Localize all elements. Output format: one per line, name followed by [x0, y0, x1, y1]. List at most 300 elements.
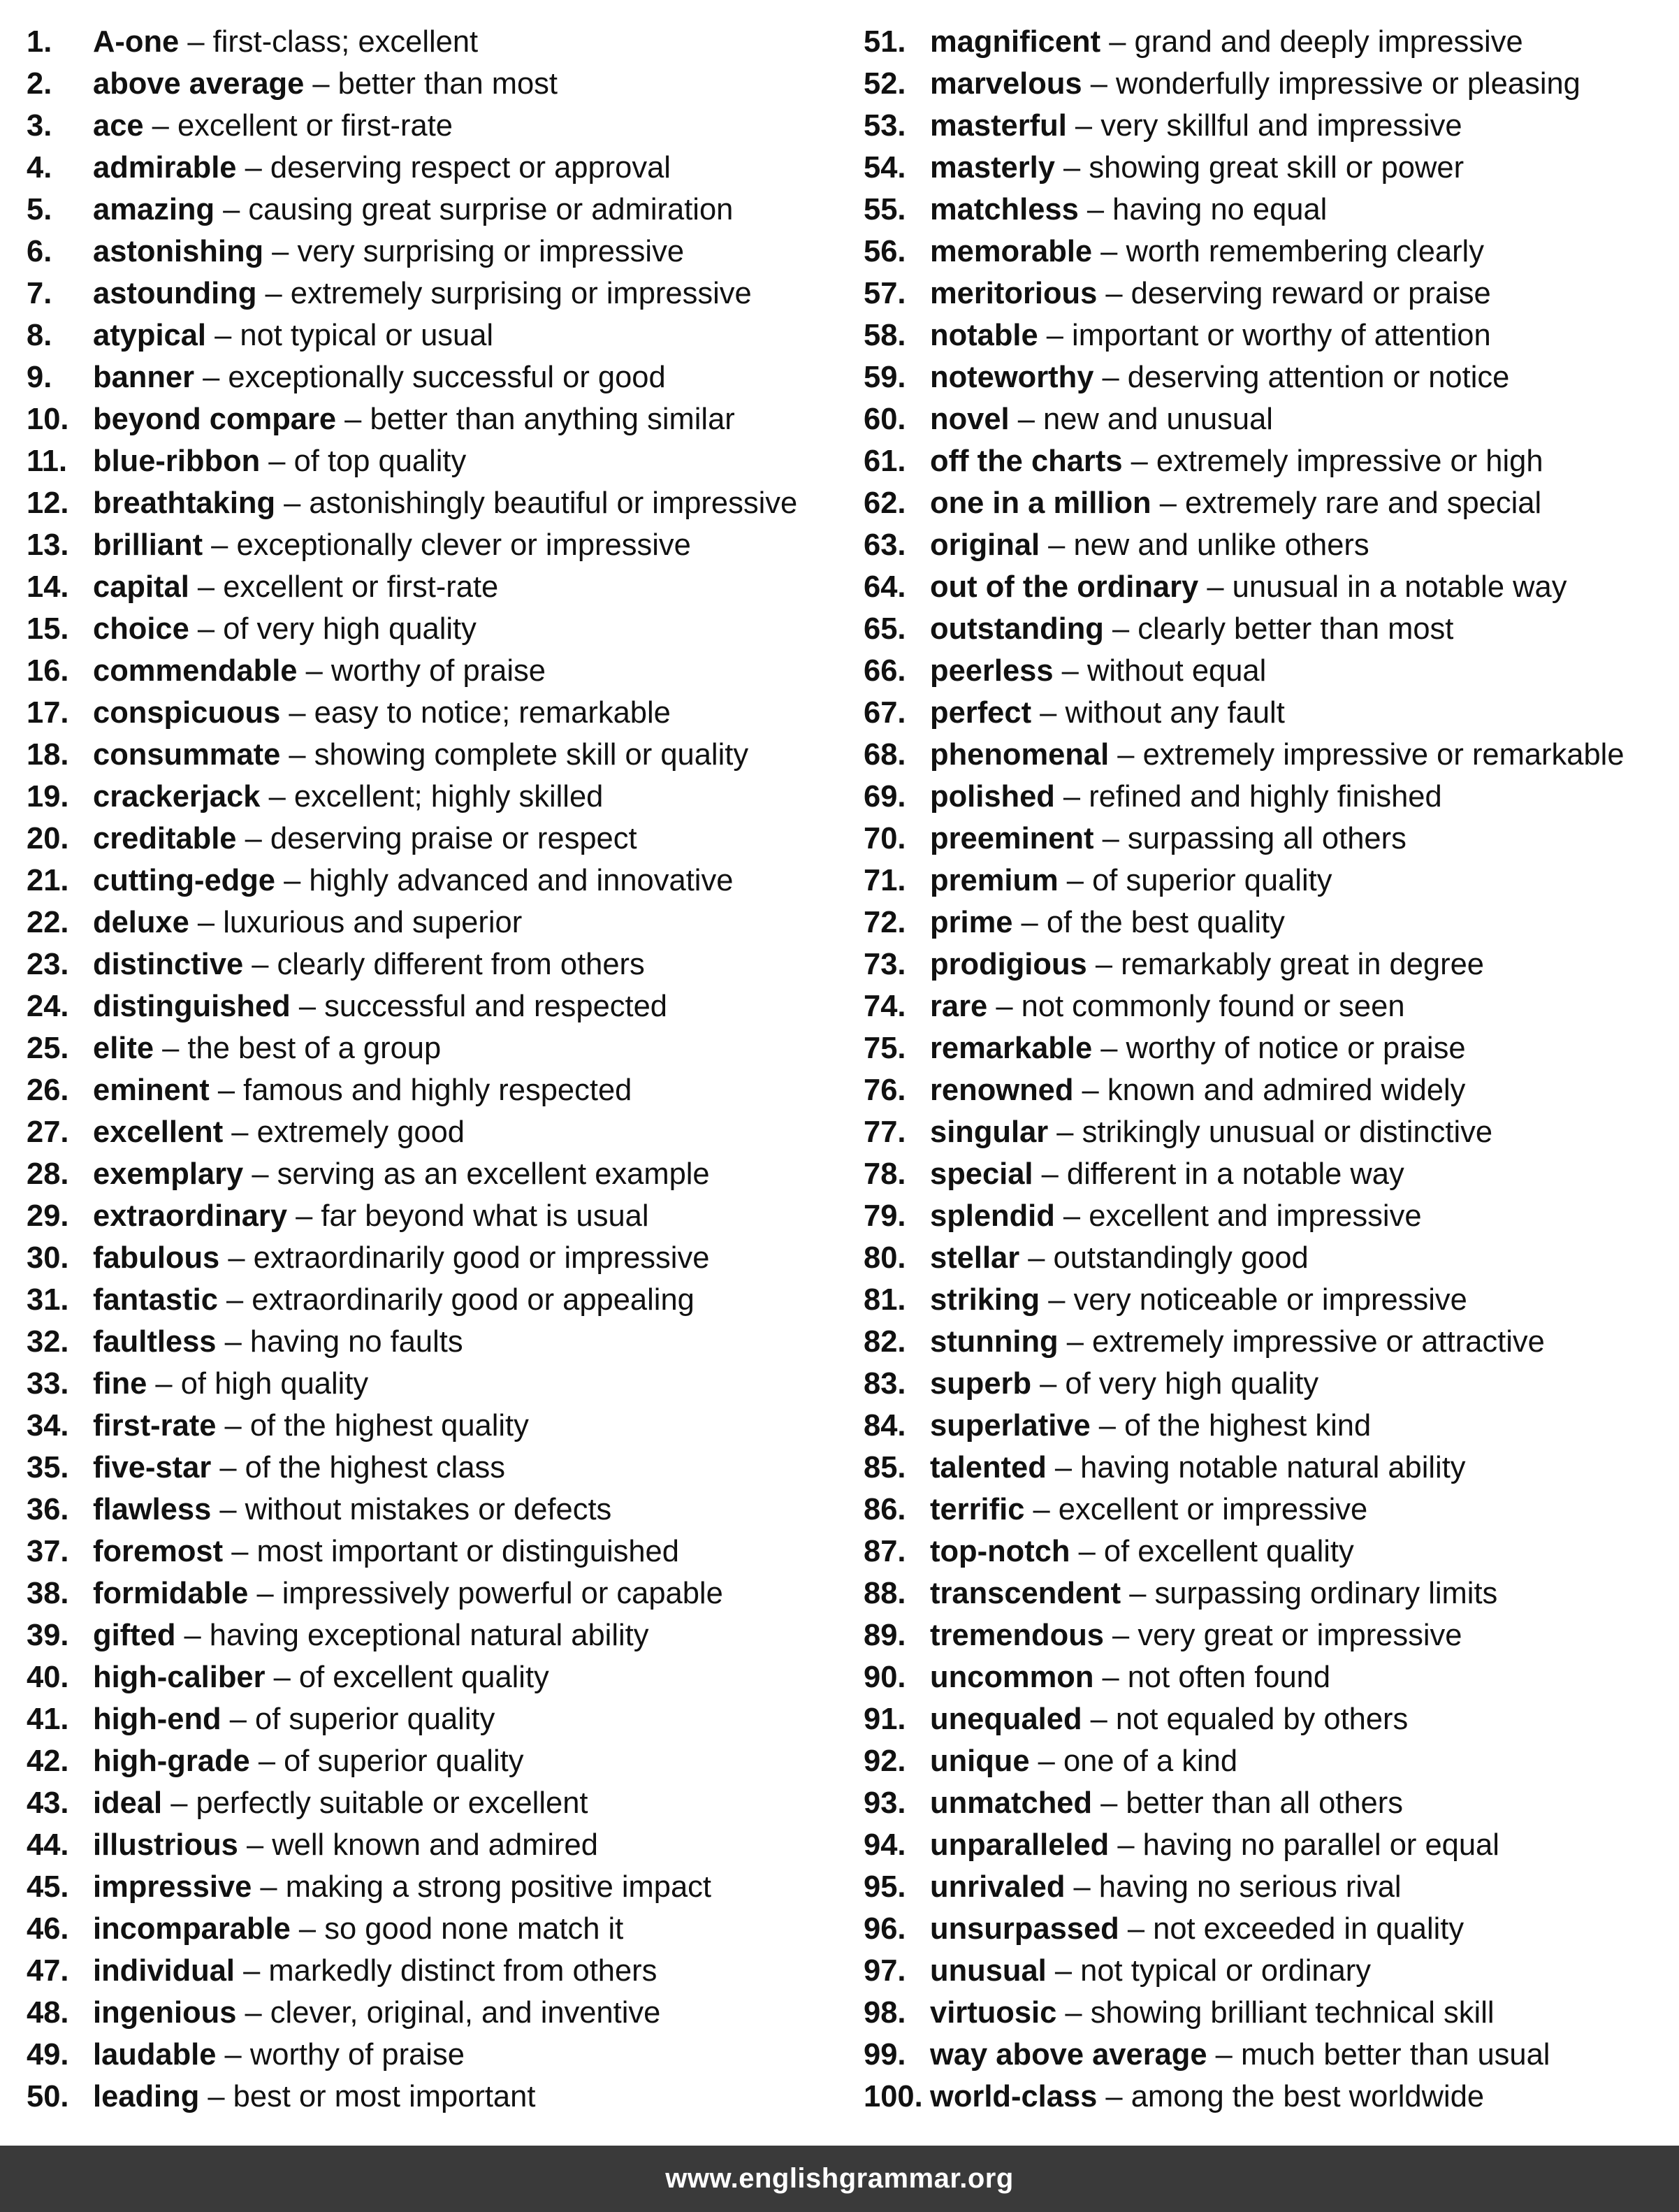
list-item [864, 734, 1679, 776]
item-term: distinguished [93, 990, 291, 1023]
item-separator: – [1054, 1199, 1089, 1233]
item-number: 18. [27, 738, 69, 772]
item-content [93, 1279, 695, 1321]
item-definition: among the best worldwide [1131, 2080, 1485, 2113]
item-term: distinctive [93, 948, 244, 981]
item-content [930, 21, 1523, 63]
item-term: singular [930, 1115, 1049, 1149]
list-item [864, 1656, 1679, 1698]
item-number: 17. [27, 696, 69, 730]
item-separator: – [1033, 1157, 1067, 1191]
list-item [27, 315, 886, 356]
item-number: 87. [864, 1535, 906, 1568]
item-content [930, 273, 1491, 315]
item-term: flawless [93, 1493, 212, 1526]
list-item [864, 356, 1679, 398]
item-separator: – [243, 948, 277, 981]
list-item [27, 650, 886, 692]
item-separator: – [1086, 948, 1121, 981]
item-definition: of superior quality [1092, 864, 1332, 897]
item-content [93, 105, 453, 147]
item-definition: of high quality [180, 1367, 369, 1401]
item-term: way above average [930, 2038, 1207, 2072]
list-item [27, 566, 886, 608]
item-content [93, 1027, 441, 1069]
item-content [93, 985, 667, 1027]
item-content [930, 1111, 1492, 1153]
item-separator: – [304, 67, 338, 101]
item-number: 85. [864, 1451, 906, 1484]
item-definition: without any fault [1065, 696, 1285, 730]
item-term: capital [93, 570, 189, 604]
item-separator: – [1019, 1241, 1054, 1275]
item-number: 97. [864, 1954, 906, 1988]
item-definition: grand and deeply impressive [1134, 25, 1523, 59]
item-separator: – [1082, 1703, 1116, 1736]
list-item [27, 1740, 886, 1782]
item-content [93, 1950, 657, 1992]
item-separator: – [236, 1996, 270, 2030]
item-term: one in a million [930, 486, 1151, 520]
item-number: 31. [27, 1283, 69, 1317]
item-definition: having no serious rival [1098, 1870, 1402, 1904]
item-separator: – [243, 1157, 277, 1191]
item-number: 76. [864, 1074, 906, 1107]
list-item [864, 273, 1679, 315]
list-item [864, 1573, 1679, 1614]
item-term: above average [93, 67, 305, 101]
item-content [930, 1195, 1422, 1237]
list-item [27, 1153, 886, 1195]
item-number: 46. [27, 1912, 69, 1946]
item-term: masterful [930, 109, 1067, 143]
item-definition: successful and respected [324, 990, 667, 1023]
item-term: superb [930, 1367, 1032, 1401]
item-definition: making a strong positive impact [285, 1870, 711, 1904]
item-definition: deserving reward or praise [1131, 277, 1491, 310]
item-separator: – [1053, 654, 1087, 688]
list-item [27, 1027, 886, 1069]
item-content [93, 1656, 549, 1698]
item-content [930, 398, 1273, 440]
item-separator: – [260, 444, 294, 478]
item-number: 19. [27, 780, 69, 814]
item-content [93, 440, 466, 482]
item-content [93, 650, 546, 692]
list-item [27, 2034, 886, 2076]
item-term: unique [930, 1744, 1030, 1778]
item-term: elite [93, 1032, 154, 1065]
item-definition: not often found [1127, 1661, 1331, 1694]
item-separator: – [280, 738, 314, 772]
item-content [930, 2076, 1484, 2118]
list-item [27, 608, 886, 650]
item-number: 98. [864, 1996, 906, 2030]
item-content [93, 860, 733, 902]
item-number: 1. [27, 25, 52, 59]
item-number: 15. [27, 612, 69, 646]
item-term: stellar [930, 1241, 1020, 1275]
item-definition: one of a kind [1063, 1744, 1238, 1778]
item-separator: – [1207, 2038, 1241, 2072]
item-content [930, 1489, 1367, 1531]
item-definition: excellent or first-rate [223, 570, 499, 604]
item-definition: so good none match it [324, 1912, 624, 1946]
item-separator: – [1109, 1828, 1143, 1862]
item-number: 23. [27, 948, 69, 981]
item-content [93, 1405, 529, 1447]
item-number: 49. [27, 2038, 69, 2072]
item-content [93, 1531, 679, 1573]
item-content [930, 2034, 1550, 2076]
item-content [930, 1782, 1403, 1824]
item-term: memorable [930, 235, 1093, 268]
item-content [930, 902, 1285, 944]
item-definition: deserving praise or respect [270, 822, 637, 855]
item-separator: – [147, 1367, 181, 1401]
list-item [864, 1740, 1679, 1782]
item-content [930, 440, 1543, 482]
item-number: 38. [27, 1577, 69, 1610]
item-content [93, 1111, 465, 1153]
list-item [27, 1489, 886, 1531]
list-item [864, 818, 1679, 860]
item-term: fabulous [93, 1241, 220, 1275]
list-item [864, 524, 1679, 566]
item-number: 78. [864, 1157, 906, 1191]
item-definition: causing great surprise or admiration [248, 193, 734, 226]
item-number: 84. [864, 1409, 906, 1443]
item-separator: – [206, 319, 240, 352]
item-term: preeminent [930, 822, 1094, 855]
item-term: unusual [930, 1954, 1047, 1988]
list-item [27, 63, 886, 105]
item-number: 77. [864, 1115, 906, 1149]
item-definition: of excellent quality [1103, 1535, 1354, 1568]
item-separator: – [1151, 486, 1185, 520]
list-item [864, 1992, 1679, 2034]
item-term: virtuosic [930, 1996, 1057, 2030]
item-term: world-class [930, 2080, 1098, 2113]
item-number: 60. [864, 403, 906, 436]
item-term: novel [930, 403, 1010, 436]
list-item [27, 1908, 886, 1950]
item-definition: of very high quality [223, 612, 477, 646]
item-definition: without mistakes or defects [245, 1493, 612, 1526]
item-number: 16. [27, 654, 69, 688]
item-content [93, 566, 498, 608]
list-item [864, 692, 1679, 734]
item-separator: – [1092, 1032, 1126, 1065]
list-item [864, 21, 1679, 63]
item-definition: luxurious and superior [223, 906, 523, 939]
item-separator: – [211, 1493, 245, 1526]
item-number: 7. [27, 277, 52, 310]
item-content [93, 944, 645, 985]
list-item [864, 2034, 1679, 2076]
item-definition: showing great skill or power [1089, 151, 1464, 185]
item-definition: surpassing ordinary limits [1154, 1577, 1498, 1610]
list-item [27, 734, 886, 776]
item-definition: outstandingly good [1053, 1241, 1309, 1275]
item-content [930, 650, 1266, 692]
item-number: 56. [864, 235, 906, 268]
item-number: 3. [27, 109, 52, 143]
item-separator: – [252, 1870, 286, 1904]
item-definition: excellent; highly skilled [293, 780, 604, 814]
item-separator: – [1009, 403, 1043, 436]
item-definition: new and unusual [1043, 403, 1273, 436]
item-definition: having notable natural ability [1080, 1451, 1466, 1484]
item-definition: astonishingly beautiful or impressive [309, 486, 798, 520]
item-term: formidable [93, 1577, 249, 1610]
item-number: 58. [864, 319, 906, 352]
item-number: 61. [864, 444, 906, 478]
item-definition: of very high quality [1065, 1367, 1319, 1401]
item-content [93, 1447, 505, 1489]
item-number: 80. [864, 1241, 906, 1275]
item-number: 14. [27, 570, 69, 604]
item-definition: not exceeded in quality [1153, 1912, 1464, 1946]
list-item [27, 2076, 886, 2118]
item-definition: first-class; excellent [212, 25, 479, 59]
list-item [27, 860, 886, 902]
item-content [93, 1740, 523, 1782]
list-item [27, 985, 886, 1027]
list-item [864, 189, 1679, 231]
item-separator: – [209, 1074, 244, 1107]
item-term: laudable [93, 2038, 217, 2072]
item-number: 55. [864, 193, 906, 226]
item-number: 73. [864, 948, 906, 981]
item-separator: – [189, 612, 224, 646]
item-definition: important or worthy of attention [1072, 319, 1491, 352]
list-item [864, 985, 1679, 1027]
item-number: 29. [27, 1199, 69, 1233]
list-item [864, 1363, 1679, 1405]
item-content [930, 189, 1327, 231]
list-item [864, 1782, 1679, 1824]
item-separator: – [1046, 1954, 1081, 1988]
item-separator: – [1103, 1619, 1138, 1652]
list-item [864, 1698, 1679, 1740]
list-item [27, 1279, 886, 1321]
item-definition: of superior quality [255, 1703, 495, 1736]
item-number: 43. [27, 1786, 69, 1820]
item-definition: known and admired widely [1107, 1074, 1466, 1107]
item-definition: showing brilliant technical skill [1090, 1996, 1495, 2030]
item-separator: – [179, 25, 213, 59]
item-number: 4. [27, 151, 52, 185]
list-item [27, 1866, 886, 1908]
list-item [864, 1153, 1679, 1195]
item-number: 36. [27, 1493, 69, 1526]
item-separator: – [203, 528, 237, 562]
item-term: exemplary [93, 1157, 244, 1191]
item-content [930, 147, 1464, 189]
list-item [864, 1824, 1679, 1866]
item-definition: deserving respect or approval [270, 151, 671, 185]
item-content [93, 1237, 709, 1279]
item-separator: – [336, 403, 370, 436]
item-number: 10. [27, 403, 69, 436]
item-number: 69. [864, 780, 906, 814]
item-number: 34. [27, 1409, 69, 1443]
list-item [27, 1531, 886, 1573]
item-definition: clever, original, and inventive [270, 1996, 661, 2030]
item-number: 20. [27, 822, 69, 855]
item-term: astonishing [93, 235, 264, 268]
item-separator: – [1054, 780, 1089, 814]
item-term: five-star [93, 1451, 212, 1484]
item-term: terrific [930, 1493, 1025, 1526]
item-number: 35. [27, 1451, 69, 1484]
item-definition: surpassing all others [1127, 822, 1407, 855]
item-definition: better than anything similar [370, 403, 735, 436]
item-number: 89. [864, 1619, 906, 1652]
item-content [930, 1153, 1404, 1195]
item-definition: without equal [1086, 654, 1267, 688]
item-number: 44. [27, 1828, 69, 1862]
list-item [27, 1698, 886, 1740]
item-number: 65. [864, 612, 906, 646]
list-item [864, 902, 1679, 944]
item-separator: – [216, 2038, 250, 2072]
item-term: cutting-edge [93, 864, 275, 897]
item-content [93, 902, 522, 944]
list-item [27, 147, 886, 189]
item-term: uncommon [930, 1661, 1094, 1694]
list-item [27, 1782, 886, 1824]
item-number: 68. [864, 738, 906, 772]
item-content [93, 1573, 723, 1614]
item-separator: – [221, 1703, 255, 1736]
item-definition: clearly better than most [1137, 612, 1454, 646]
item-separator: – [290, 990, 325, 1023]
item-number: 5. [27, 193, 52, 226]
item-separator: – [1109, 738, 1143, 772]
footer-bar [0, 2146, 1679, 2212]
item-term: talented [930, 1451, 1047, 1484]
list-item [864, 105, 1679, 147]
item-number: 79. [864, 1199, 906, 1233]
item-separator: – [260, 780, 294, 814]
item-term: outstanding [930, 612, 1104, 646]
item-separator: – [1082, 67, 1116, 101]
item-separator: – [297, 654, 331, 688]
list-item [864, 315, 1679, 356]
item-content [93, 1153, 710, 1195]
item-number: 12. [27, 486, 69, 520]
item-number: 91. [864, 1703, 906, 1736]
item-definition: perfectly suitable or excellent [196, 1786, 588, 1820]
item-separator: – [223, 1115, 257, 1149]
item-definition: much better than usual [1240, 2038, 1550, 2072]
list-item [864, 2076, 1679, 2118]
item-number: 48. [27, 1996, 69, 2030]
list-item [27, 1111, 886, 1153]
item-term: commendable [93, 654, 298, 688]
item-content [930, 231, 1484, 273]
item-term: ideal [93, 1786, 163, 1820]
list-item [864, 1111, 1679, 1153]
item-content [93, 482, 797, 524]
item-definition: impressively powerful or capable [282, 1577, 723, 1610]
list-item [864, 566, 1679, 608]
item-definition: of excellent quality [298, 1661, 549, 1694]
item-separator: – [1058, 1325, 1092, 1359]
item-number: 63. [864, 528, 906, 562]
item-definition: worthy of praise [330, 654, 546, 688]
item-separator: – [1031, 1367, 1066, 1401]
item-content [930, 315, 1491, 356]
item-separator: – [1078, 193, 1113, 226]
item-content [93, 2076, 535, 2118]
item-definition: highly advanced and innovative [309, 864, 734, 897]
list-item [864, 650, 1679, 692]
item-number: 42. [27, 1744, 69, 1778]
item-term: transcendent [930, 1577, 1121, 1610]
item-separator: – [263, 235, 298, 268]
item-definition: best or most important [233, 2080, 536, 2113]
item-number: 92. [864, 1744, 906, 1778]
item-term: brilliant [93, 528, 203, 562]
item-separator: – [143, 109, 177, 143]
item-content [930, 1740, 1237, 1782]
list-item [27, 273, 886, 315]
item-content [93, 1992, 660, 2034]
item-number: 51. [864, 25, 906, 59]
item-separator: – [236, 151, 270, 185]
item-definition: exceptionally clever or impressive [236, 528, 691, 562]
item-term: extraordinary [93, 1199, 288, 1233]
item-content [93, 1614, 649, 1656]
item-separator: – [280, 696, 314, 730]
item-definition: famous and highly respected [243, 1074, 632, 1107]
item-term: incomparable [93, 1912, 291, 1946]
item-term: remarkable [930, 1032, 1093, 1065]
item-number: 39. [27, 1619, 69, 1652]
item-content [930, 482, 1541, 524]
item-term: high-end [93, 1703, 221, 1736]
item-number: 82. [864, 1325, 906, 1359]
item-term: splendid [930, 1199, 1055, 1233]
item-number: 8. [27, 319, 52, 352]
item-definition: of the highest quality [249, 1409, 529, 1443]
list-item [27, 1950, 886, 1992]
item-content [93, 356, 666, 398]
item-definition: deserving attention or notice [1127, 361, 1510, 394]
list-item [27, 105, 886, 147]
item-separator: – [1029, 1744, 1063, 1778]
item-content [930, 1069, 1465, 1111]
item-content [930, 818, 1407, 860]
item-definition: extremely rare and special [1184, 486, 1542, 520]
word-list-right-column [864, 21, 1679, 2118]
item-number: 72. [864, 906, 906, 939]
item-term: admirable [93, 151, 237, 185]
item-content [930, 1614, 1462, 1656]
list-item [864, 608, 1679, 650]
item-definition: remarkably great in degree [1121, 948, 1484, 981]
item-content [930, 1279, 1467, 1321]
list-item [864, 1237, 1679, 1279]
item-definition: of the highest class [245, 1451, 506, 1484]
item-term: special [930, 1157, 1033, 1191]
item-number: 2. [27, 67, 52, 101]
item-separator: – [189, 906, 224, 939]
item-definition: very surprising or impressive [297, 235, 685, 268]
